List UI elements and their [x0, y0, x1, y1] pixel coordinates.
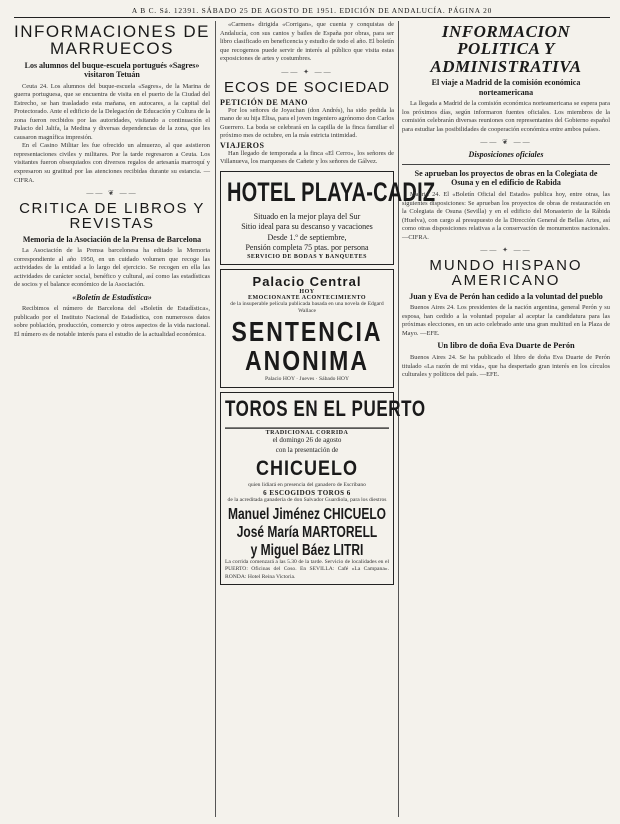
article-viajeros: Han llegado de temporada a la finca «El Cerro», los señores de Villanueva, los marqueses de Cañete y los señores de Gálvez.: [220, 149, 394, 166]
article-peron: Buenos Aires 24. Los presidentes de la nación argentina, general Perón y su esposa, han cedido a la voluntad popular al aceptar la candidatura para las próximas elecciones, en un acto celebrado ante una gran multitud en la Plaza de Mayo. —EFE.: [402, 304, 610, 337]
bullfight-ad: [220, 392, 426, 585]
article-comision: La llegada a Madrid de la comisión económica norteamericana se espera para los próximos días, según informaron fuentes oficiales. Los miembros de la comisión celebrarán diversas reuniones con representantes del Gobierno español para estudiar las posibilidades de cooperación económica entre ambos países.: [402, 100, 610, 133]
torero-1: Manuel Jiménez CHICUELO: [227, 504, 387, 523]
article-continued-top: «Carmen» dirigida «Corrigan», que cuenta y conquistas de Andalucía, con sus cantos y bailes de España por obras, para ser libro clasificado en beneficencia y estudio de todo el año. El boletín que recogemos puede servir de interés al público que visita estas exposiciones de artes y costumbres.: [220, 21, 394, 63]
article-sagres-p1: Ceuta 24. Los alumnos del buque-escuela «Sagres», de la Marina de guerra portuguesa, que se encuentra de visita en el puerto de la Ciudad del Estrecho, se han trasladado esta mañana, en autocares, a la capital del Protectorado. Ante el edificio de la Delegación de Educación y Cultura de la zona fueron recibidos por las autoridades, visitando a continuación el Palacio del Jalifa, la Medina y diversas dependencias de la zona, que les causaron magnífica impresión.: [14, 82, 210, 141]
cinema-ad: [220, 269, 394, 389]
subhead-disposiciones: Disposiciones oficiales: [468, 150, 544, 160]
subhead-boletin: «Boletín de Estadística»: [72, 292, 152, 302]
torero-3: y Miguel Báez LITRI: [250, 540, 364, 559]
cinema-hoy: HOY: [299, 288, 315, 295]
article-peticion: Por los señores de Joyachan (don Andrés), ha sido pedida la mano de su hija Elisa, para el joven ingeniero agrónomo don Carlos Guerrero. La boda se celebrará en la capilla de la finca familiar el próximo mes de octubre, en la más estricta intimidad.: [220, 106, 394, 140]
subhead-sagres: Los alumnos del buque-escuela portugués «Sagres» visitaron Tetuán: [24, 60, 200, 80]
hotel-ad: [220, 171, 436, 265]
subhead-comision: El viaje a Madrid de la comisión económica norteamericana: [431, 77, 581, 97]
article-boletin: Recibimos el número de Barcelona del «Boletín de Estadística», publicado por el Instituto Nacional de Estadística, con numerosos datos sobre población, producción, comercio y otros aspectos de la vida nacional. El número es de notable interés para el estudio de la actualidad económica.: [14, 305, 210, 338]
subhead-libro-eva: Un libro de doña Eva Duarte de Perón: [437, 341, 575, 351]
ornament-divider: —— ❦ ——: [86, 189, 138, 198]
headline-ecos: ECOS DE SOCIEDAD: [223, 78, 391, 96]
cinema-foot: Palacio HOY · Jueves · Sábado HOY: [265, 375, 349, 382]
bullfight-line4: quien lidiará en presencia del ganadero de Escribano: [248, 481, 366, 488]
headline-politica: INFORMACION POLITICA Y ADMINISTRATIVA: [430, 22, 582, 76]
headline-marruecos: INFORMACIONES DE MARRUECOS: [14, 22, 210, 59]
article-obras: Madrid 24. El «Boletín Oficial del Estado» publica hoy, entre otras, las siguientes disposiciones: Se aprueban los proyectos de obras de restauración en la Colegiata de Osuna (Sevilla) y en el edificio del Monasterio de la Rábida (Huelva), con cargo al presupuesto de la Dirección General de Bellas Artes, así como otras disposiciones relativas a la conservación de monumentos nacionales. —CIFRA.: [402, 191, 610, 241]
column-2: [220, 21, 436, 817]
subhead-peticion: PETICIÓN DE MANO: [220, 97, 309, 107]
cinema-name: Palacio Central: [252, 273, 362, 289]
hotel-ad-line4: Pensión completa 75 ptas. por persona: [245, 243, 369, 253]
headline-mundo-hispano: MUNDO HISPANO AMERICANO: [429, 257, 583, 290]
hotel-ad-line3: Desde 1.º de septiembre,: [267, 232, 347, 242]
column-1: [14, 21, 210, 817]
article-memoria: La Asociación de la Prensa barcelonesa ha editado la Memoria correspondiente al año 1950, en un cuidado volumen que recoge las actividades de la entidad a lo largo del ejercicio. Se recogen en ella las actividades de carácter social, benéfico y cultural, así como las estadísticas de socios y el balance económico de la Asociación.: [14, 247, 210, 289]
cinema-line2: de la insuperable película publicada basada en una novela de Edgard Wallace: [230, 300, 384, 315]
bullfight-title: TOROS EN EL PUERTO: [225, 397, 389, 430]
torero-2: José María MARTORELL: [236, 522, 378, 541]
film-title: SENTENCIA ANONIMA: [231, 315, 383, 376]
ornament-divider: —— ✦ ——: [281, 67, 333, 76]
subhead-peron: Juan y Eva de Perón han cedido a la voluntad del pueblo: [409, 291, 603, 301]
column-rule-1: [215, 21, 216, 817]
subhead-memoria: Memoria de la Asociación de la Prensa de Barcelona: [22, 234, 202, 244]
article-libro-eva: Buenos Aires 24. Se ha publicado el libro de doña Eva Duarte de Perón titulado «La razón de mi vida», que ha despertado gran interés en los círculos culturales y políticos del país. —EFE.: [402, 354, 610, 379]
bullfight-chicuelo: CHICUELO: [256, 455, 358, 480]
hotel-ad-line2: Sitio ideal para su descanso y vacaciones: [241, 222, 373, 232]
bullfight-line2: el domingo 26 de agosto: [272, 436, 342, 445]
column-3: [402, 21, 610, 817]
headline-critica: CRITICA DE LIBROS Y REVISTAS: [19, 200, 205, 233]
page-folio: A B C. Sá. 12391. SÁBADO 25 DE AGOSTO DE 1951. EDICIÓN DE ANDALUCÍA. PÁGINA 20: [14, 6, 610, 18]
bullfight-foot: La corrida comenzará a las 5.30 de la tarde. Servicio de localidades en el PUERTO: Oficinas del Coso. En SEVILLA: Café «La Campana». RONDA: Hotel Reina Victoria.: [225, 558, 389, 580]
subhead-obras: Se aprueban los proyectos de obras en la Colegiata de Osuna y en el edificio de Rabida: [414, 168, 598, 188]
hotel-ad-line5: SERVICIO DE BODAS Y BANQUETES: [247, 253, 367, 260]
bullfight-line3: con la presentación de: [275, 445, 339, 454]
article-sagres-p2: En el Casino Militar les fue ofrecido un almuerzo, al que asistieron representaciones civiles y militares. Por la tarde regresaron a Ceuta. Los visitantes fueron obsequiados con diversos regalos de artesanía marroquí y expresaron su gratitud por las atenciones recibidas durante su estancia. —CIFRA.: [14, 142, 210, 184]
bullfight-line6: de la acreditada ganadería de don Salvador Guardiola, para los diestros: [227, 497, 387, 504]
bullfight-line5: 6 ESCOGIDOS TOROS 6: [263, 489, 351, 498]
ornament-divider: —— ❦ ——: [480, 138, 532, 147]
cinema-line1: EMOCIONANTE ACONTECIMIENTO: [247, 294, 367, 301]
hotel-ad-title: HOTEL PLAYA-CADIZ: [227, 177, 436, 208]
subhead-viajeros: VIAJEROS: [220, 140, 265, 150]
hotel-ad-line1: Situado en la mejor playa del Sur: [253, 211, 361, 221]
ornament-divider: —— ✦ ——: [480, 246, 532, 255]
divider-line: [402, 164, 610, 165]
bullfight-line1: TRADICIONAL CORRIDA: [265, 430, 349, 437]
